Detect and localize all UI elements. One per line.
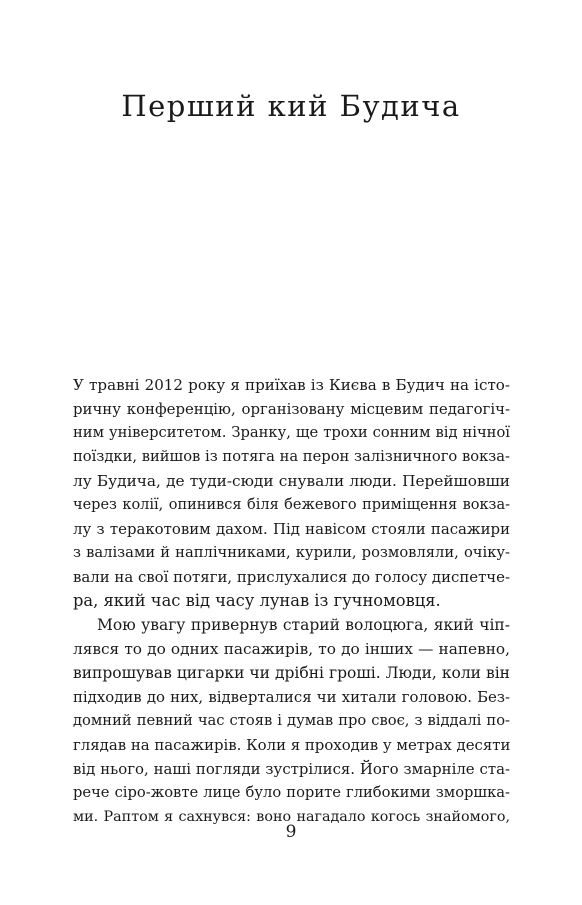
text-line: глядав на пасажирів. Коли я проходив у метрах десяти: [73, 736, 511, 754]
text-line: рече сіро-жовте лице було порите глибокими зморшка-: [73, 784, 510, 801]
page-number: 9: [285, 822, 297, 842]
text-line: через колії, опинився біля бежевого приміщення вокза-: [73, 497, 510, 513]
chapter-title: Перший кий Будича: [121, 89, 461, 123]
text-line: підходив до них, відверталися чи хитали головою. Без-: [73, 688, 510, 706]
text-line: Мою увагу привернув старий волоцюга, який чіп-: [97, 616, 510, 634]
body-text: [73, 373, 510, 829]
text-line: випрошував цигарки чи дрібні гроші. Люди, коли він: [73, 664, 510, 682]
text-line: домний певний час стояв і думав про своє, з віддалі по-: [73, 712, 510, 729]
text-line: лу Будича, де туди-сюди снували люди. Перейшовши: [73, 472, 510, 490]
text-line: поїздки, вийшов із потяга на перон залізничного вокза-: [73, 448, 510, 465]
text-line: з валізами й наплічниками, курили, розмовляли, очіку-: [73, 544, 510, 561]
paragraph-2: [73, 613, 510, 829]
text-line: ра, який час від часу лунав із гучномовця.: [73, 591, 441, 610]
text-line: У травні 2012 року я приїхав із Києва в Будич на істо-: [73, 376, 510, 394]
text-line: лу з теракотовим дахом. Під навісом стояли пасажири: [73, 520, 510, 538]
text-line: ним університетом. Зранку, ще трохи сонним від нічної: [73, 424, 510, 441]
paragraph-1: [73, 373, 510, 613]
text-line: ми. Раптом я сахнувся: воно нагадало когось знайомого,: [73, 809, 510, 825]
text-line: лявся то до одних пасажирів, то до інших — напевно,: [73, 640, 510, 658]
text-line: ричну конференцію, організовану місцевим педагогіч-: [73, 400, 510, 418]
text-line: вали на свої потяги, прислухалися до голосу диспетче-: [73, 568, 510, 586]
text-line: від нього, наші погляди зустрілися. Його змарніле ста-: [73, 760, 510, 778]
